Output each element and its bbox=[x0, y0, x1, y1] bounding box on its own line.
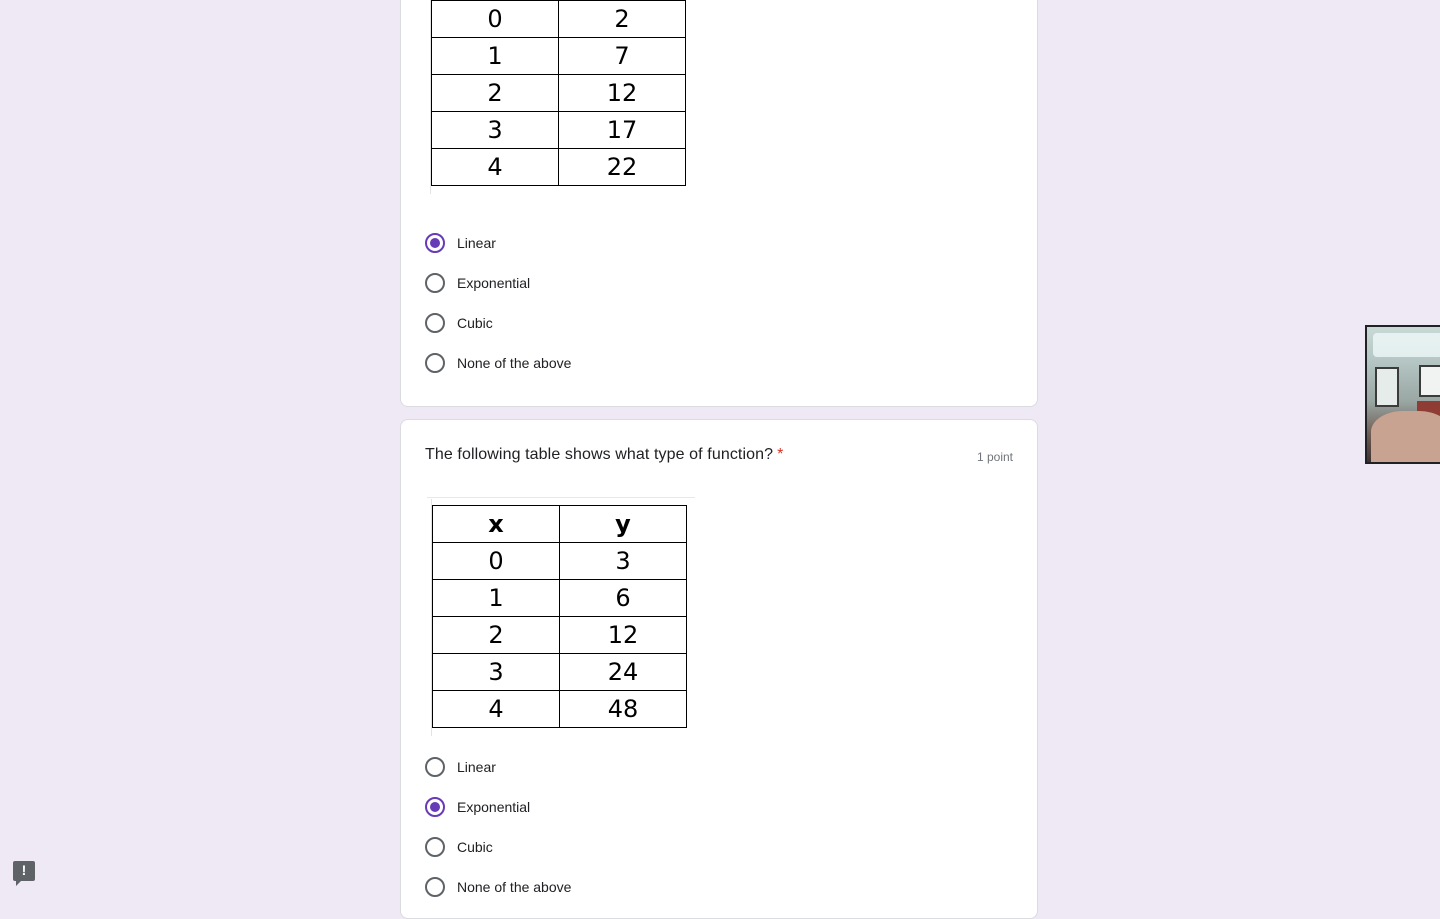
table-cell: 7 bbox=[559, 38, 686, 75]
question-points: 1 point bbox=[976, 450, 1013, 464]
table-header-x: x bbox=[433, 506, 560, 543]
radio-button[interactable] bbox=[425, 273, 445, 293]
radio-button-selected[interactable] bbox=[425, 797, 445, 817]
option-cubic[interactable] bbox=[425, 311, 493, 335]
option-label: Cubic bbox=[457, 839, 493, 855]
radio-button[interactable] bbox=[425, 313, 445, 333]
report-issue-icon[interactable]: ! bbox=[13, 861, 35, 881]
table-cell: 4 bbox=[432, 149, 559, 186]
table-cell: 2 bbox=[432, 75, 559, 112]
table-row bbox=[432, 112, 686, 149]
table-cell: 4 bbox=[433, 691, 560, 728]
radio-button[interactable] bbox=[425, 877, 445, 897]
question-card-2 bbox=[400, 419, 1038, 919]
radio-button[interactable] bbox=[425, 837, 445, 857]
table-row bbox=[433, 543, 687, 580]
table-header-y: y bbox=[560, 506, 687, 543]
question-title-text: The following table shows what type of function? bbox=[425, 446, 774, 463]
table-row bbox=[432, 1, 686, 38]
table-cell: 3 bbox=[432, 112, 559, 149]
question-1-table-image bbox=[431, 0, 686, 186]
radio-button[interactable] bbox=[425, 757, 445, 777]
video-person bbox=[1371, 411, 1440, 463]
radio-button[interactable] bbox=[425, 353, 445, 373]
option-label: Linear bbox=[457, 759, 496, 775]
video-wall-frame bbox=[1375, 367, 1399, 407]
table-row bbox=[433, 617, 687, 654]
video-window-light bbox=[1373, 333, 1440, 357]
radio-button-selected[interactable] bbox=[425, 233, 445, 253]
table-row bbox=[433, 691, 687, 728]
table-cell: 2 bbox=[433, 617, 560, 654]
table-row bbox=[432, 38, 686, 75]
required-asterisk: * bbox=[777, 446, 784, 463]
option-linear[interactable] bbox=[425, 755, 496, 779]
table-row bbox=[432, 149, 686, 186]
table-cell: 1 bbox=[433, 580, 560, 617]
table-cell: 12 bbox=[560, 617, 687, 654]
table-row bbox=[433, 580, 687, 617]
question-2-table-image bbox=[432, 505, 687, 728]
option-exponential[interactable] bbox=[425, 795, 530, 819]
table-cell: 3 bbox=[560, 543, 687, 580]
option-label: Linear bbox=[457, 235, 496, 251]
table-cell: 12 bbox=[559, 75, 686, 112]
option-none-of-the-above[interactable] bbox=[425, 351, 571, 375]
question-card-1 bbox=[400, 0, 1038, 407]
table-cell: 22 bbox=[559, 149, 686, 186]
option-label: Cubic bbox=[457, 315, 493, 331]
table-cell: 48 bbox=[560, 691, 687, 728]
table-header-row bbox=[433, 506, 687, 543]
option-none-of-the-above[interactable] bbox=[425, 875, 571, 899]
video-wall-frame bbox=[1419, 365, 1440, 397]
option-cubic[interactable] bbox=[425, 835, 493, 859]
option-linear[interactable] bbox=[425, 231, 496, 255]
question-1-table bbox=[431, 0, 686, 186]
table-cell: 17 bbox=[559, 112, 686, 149]
table-row bbox=[432, 75, 686, 112]
table-cell: 0 bbox=[433, 543, 560, 580]
table-cell: 2 bbox=[559, 1, 686, 38]
table-cell: 6 bbox=[560, 580, 687, 617]
table-row bbox=[433, 654, 687, 691]
table-cell: 1 bbox=[432, 38, 559, 75]
table-cell: 3 bbox=[433, 654, 560, 691]
video-preview-thumbnail[interactable] bbox=[1365, 325, 1440, 464]
question-2-table bbox=[432, 505, 687, 728]
option-label: None of the above bbox=[457, 355, 572, 371]
option-exponential[interactable] bbox=[425, 271, 530, 295]
option-label: Exponential bbox=[457, 799, 531, 815]
table-cell: 24 bbox=[560, 654, 687, 691]
option-label: None of the above bbox=[457, 879, 572, 895]
table-cell: 0 bbox=[432, 1, 559, 38]
option-label: Exponential bbox=[457, 275, 531, 291]
question-title bbox=[425, 446, 783, 464]
